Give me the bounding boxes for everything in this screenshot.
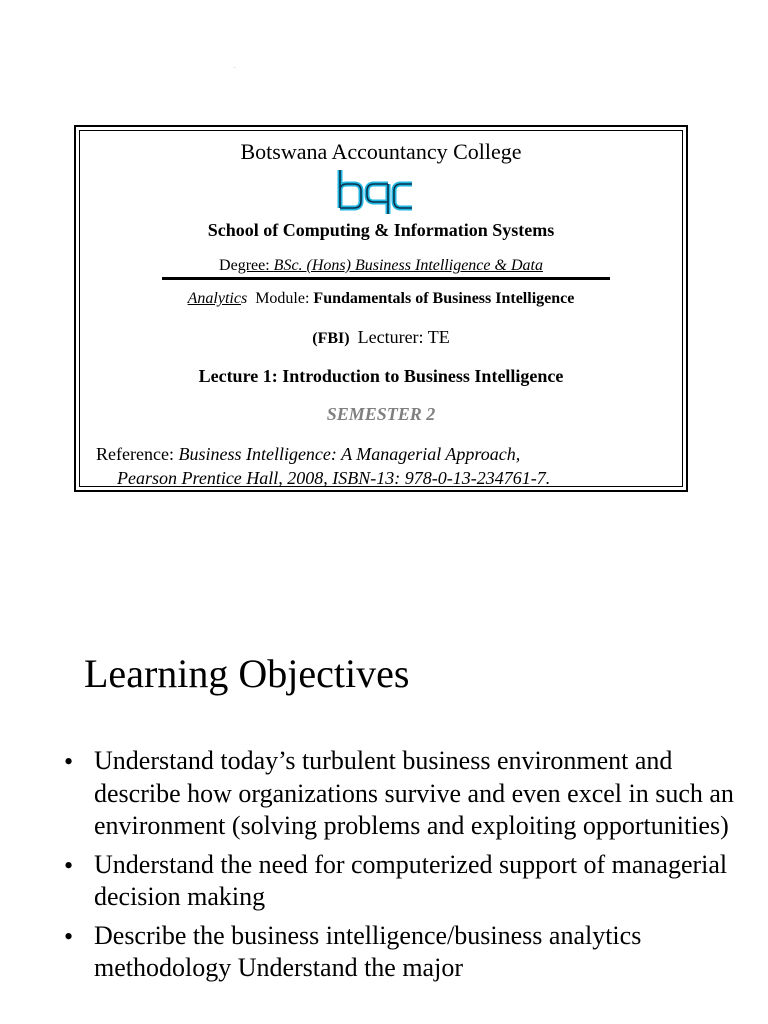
list-item-text: Understand today’s turbulent business environment and describe how organizations survive and even excel in such an environment (solving problems and exploiting opportunities): [94, 746, 734, 840]
college-name: Botswana Accountancy College: [240, 139, 522, 164]
title-slide-inner-border: [79, 68, 683, 488]
fbi-line: [80, 327, 682, 348]
degree-value-continued: Analytic: [187, 290, 241, 307]
reference-publisher: Pearson Prentice Hall, 2008, ISBN-13: 978-0-13-234761-7.: [117, 468, 551, 488]
degree-line: [80, 257, 682, 275]
module-label: Module:: [255, 290, 310, 307]
semester: SEMESTER 2: [326, 404, 436, 424]
lecture-title: Lecture 1: Introduction to Business Intelligence: [198, 366, 564, 386]
module-line: [80, 290, 682, 308]
module-abbrev: (FBI): [312, 330, 350, 347]
reference-line-1: [96, 442, 550, 466]
bullet-icon: •: [64, 850, 74, 880]
reference: [96, 442, 550, 490]
list-item-text: Understand the need for computerized support of managerial decision making: [94, 849, 728, 911]
reference-label: Reference:: [96, 444, 174, 464]
degree-prefix: De: [219, 257, 238, 274]
lecturer: Lecturer: TE: [357, 327, 450, 347]
list-item-text: Describe the business intelligence/business analytics methodology Understand the major: [94, 920, 642, 982]
reference-title: Business Intelligence: A Managerial Approach,: [178, 444, 521, 464]
school-name: School of Computing & Information Systems: [207, 220, 555, 240]
learning-objectives-title: Learning Objectives: [84, 651, 410, 696]
degree-divider: [162, 277, 610, 280]
bac-logo-text: bac: [234, 68, 236, 69]
degree-value: BSc. (Hons) Business Intelligence & Data: [273, 257, 543, 274]
list-item: [60, 745, 740, 843]
bullet-icon: •: [64, 747, 74, 776]
list-item: [60, 920, 740, 985]
degree-rest: gree:: [237, 257, 274, 274]
bullet-icon: •: [64, 921, 74, 951]
degree-value-continued-s: s: [240, 290, 248, 307]
learning-objectives-list: [60, 745, 740, 991]
module-value: Fundamentals of Business Intelligence: [313, 290, 575, 307]
list-item: [60, 849, 740, 914]
title-slide-box: [74, 68, 688, 492]
